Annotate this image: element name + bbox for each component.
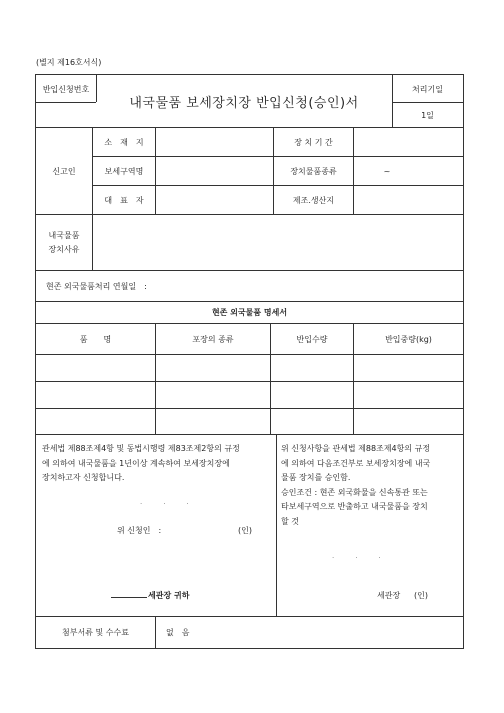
divider [392,102,464,103]
attachments-label: 첨부서류 및 수수료 [62,628,129,637]
representative-label: 대 표 자 [104,195,144,205]
column-header-quantity: 반입수량 [296,334,328,344]
divider [155,616,156,649]
application-text-line2: 에 의하여 내국물품을 1년이상 계속하여 보세장치장에 [42,458,230,468]
divider [392,74,393,127]
attachments-value: 없 음 [166,628,190,637]
approval-text-line1: 위 신청사항을 관세법 제88조제4항의 규정 [281,444,431,453]
application-text [42,442,272,486]
approval-condition-line1: 승인조건 : 현존 외국화물을 신속통관 또는 [281,487,428,497]
goods-type-label: 장치물품종류 [290,166,337,176]
customs-chief-seal: (인) [414,591,428,600]
form-number: (별지 제16호서식) [36,58,102,67]
application-text-line1: 관세법 제88조제4항 및 동법시행령 제83조제2항의 규정 [42,444,240,453]
column-header-package-type: 포장의 종류 [192,334,234,344]
approval-text [281,442,459,529]
applicant-seal: (인) [238,526,252,535]
approval-text-line3: 물품 장치를 승인함. [281,473,351,482]
addressee-underline [111,597,147,598]
approval-condition-line3: 할 것 [281,516,299,526]
statement-title: 현존 외국물품 명세서 [211,308,288,317]
divider [35,214,464,215]
approval-condition-line2: 타보세구역으로 반출하고 내국물품을 장치 [281,502,428,511]
reason-label [36,229,92,257]
divider [92,214,93,270]
column-header-weight: 반입중량(kg) [385,334,432,344]
column-header-item-name: 품 명 [79,334,112,344]
divider [155,127,156,214]
divider [35,102,96,103]
approval-text-line2: 에 의하여 다음조건부로 보세장치장에 내국 [281,458,431,468]
storage-period-tilde: ~ [383,166,391,176]
table-row [35,381,464,382]
manufacture-label: 제조.생산지 [292,195,335,205]
divider [96,74,97,102]
location-label: 소 재 지 [104,137,144,147]
approval-date: . . . [332,552,381,560]
divider [276,434,277,616]
processing-period-label: 처리기일 [412,84,443,94]
application-date: . . . [140,498,189,506]
form-title: 내국물품 보세장치장 반입신청(승인)서 [129,95,359,111]
applicant-label: 위 신청인 : [117,526,162,535]
storage-period-label: 장 치 기 간 [294,137,333,147]
declarant-section-label: 신고인 [52,166,76,176]
table-row [35,408,464,409]
bonded-area-label: 보세구역명 [104,166,144,176]
reason-label-line2: 장치사유 [48,245,80,254]
processing-period-value: 1일 [421,110,434,120]
receipt-number-label: 반입신청번호 [42,84,90,94]
application-text-line3: 장치하고자 신청합니다. [42,473,125,482]
addressee: 세관장 귀하 [148,591,190,600]
foreign-goods-date-label: 현존 외국물품처리 연월일 : [46,281,147,291]
customs-chief-label: 세관장 [377,591,401,600]
reason-label-line1: 내국물품 [48,231,80,240]
divider [35,354,464,355]
divider [35,434,464,435]
